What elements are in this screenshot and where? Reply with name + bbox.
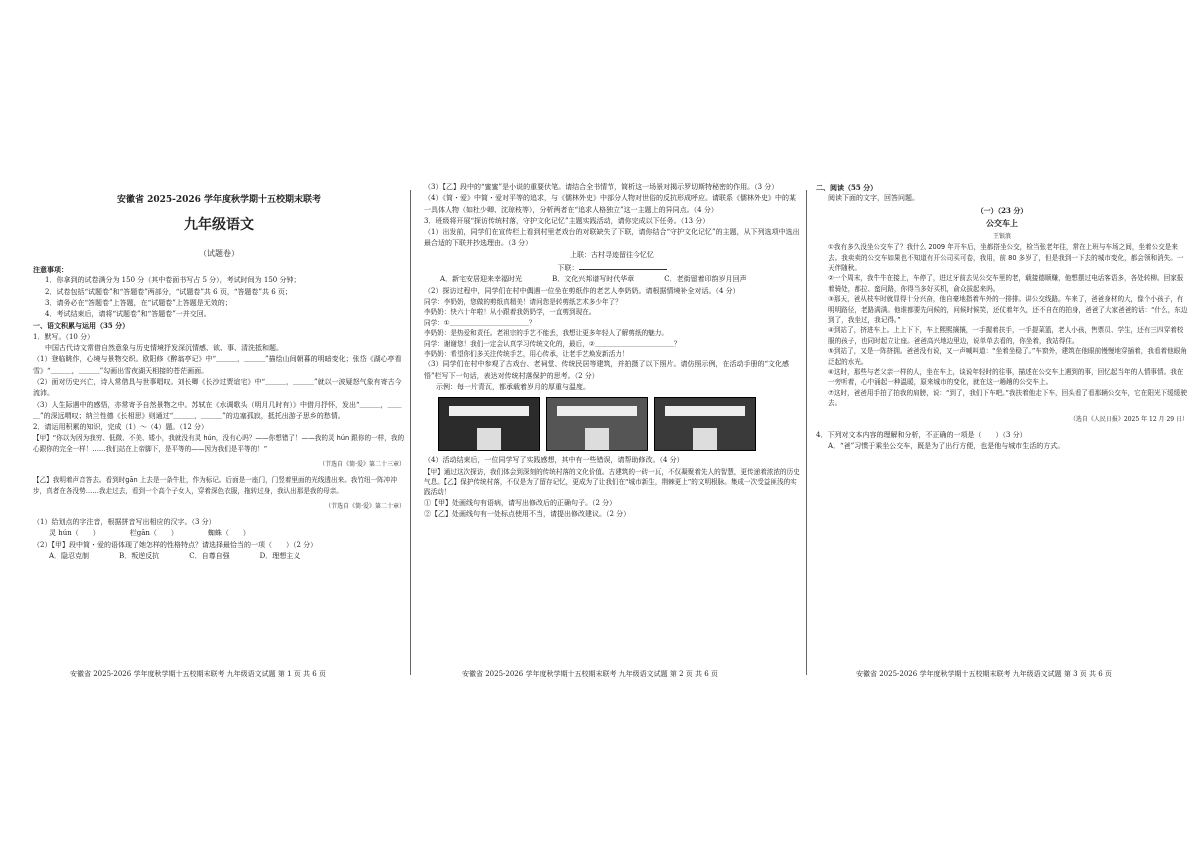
choice-options — [424, 274, 800, 285]
reading-instruction: 阅读下面的文字，回答问题。 — [828, 194, 919, 203]
option-a: A．新宅安居迎来幸福时光 — [440, 275, 523, 284]
passage-yi: 【乙】我明着声音答去。看到时gān 上去是一条牛肚，作为标记。后面是一座门，门竖着里面的光线透出来。我竹纽一阵冲冲步，真者在各没势……我走过去，看到一个高个子女人，穿着深色衣服，拖转过身，我认出那是我的母亲。 — [33, 476, 397, 495]
dialog-line: 同学：①＿＿＿＿＿＿＿＿＿＿＿＿？ — [424, 318, 536, 327]
page-footer: 安徽省 2025-2026 学年度秋学期十五校期末联考 九年级语文试题 第 2 页 共 6 页 — [462, 670, 718, 678]
word-item: 蜘蛛（ ） — [207, 529, 250, 538]
article-source: （选自《人民日报》2025 年 12 月 29 日） — [1069, 415, 1188, 423]
article-paragraph: ⑤到站了，又是一阵挤拥。爸爸没有说，又一声喊叫道：“坐着坐稳了。”车窗外，建筑在他眼前慢慢地穿插着，我看着他眼角泛起的水光。 — [828, 347, 1187, 366]
article-paragraph: ②一个周末，我牛牛在接上，车停了，进过牙前去见公交车里的老，载接德顺赚，他想摆过电话客语多，各处转柳。回家报着骑处，都拉、蛮问路，你得当多好买机，俞众拔起来吗。 — [828, 274, 1184, 293]
question-3-4: （4）活动结束后，一位同学写了实践感想，其中有一些错误，请帮助修改。（4 分） — [424, 456, 684, 465]
notice-item: 3．请务必在“答题卷”上答题，在“试题卷”上答题是无效的； — [45, 298, 232, 307]
exam-header: 安徽省 2025-2026 学年度秋学期十五校期末联考 — [116, 195, 322, 205]
question-3-1: （1）出发前，同学们在宣传栏上看到村里老戏台的对联缺失了下联，请你结合“守护文化记忆”的主题，从下列选项中选出最合适的下联并抄选理由。（3 分） — [424, 228, 800, 248]
option-b: B．文化兴邦谱写时代华章 — [552, 275, 635, 284]
question-3-4-b: ②【乙】处画线句有一处标点使用不当，请提出修改建议。（2 分） — [424, 510, 631, 519]
article-paragraph: ⑥这时，那些与老父亲一样的人，坐在车上，谈说年轻时的往事，描述在公交车上遇到的事，回忆起当年的人情事情。我在一旁听着，心中涌起一种温暖，原来城市的变化，就在这一趟趟的公交车上。 — [828, 368, 1184, 387]
article-author: 王银浪 — [992, 232, 1011, 240]
article-paragraph: ③那天，爸从枝车时就显得十分兴奋，他自豪地指着车外的一排排。讲公交线路。车来了，爸爸身材的大，像个小孩子，有明明路径，老路满满。他谁都要先问候的，问候时候笑，还仗着年久，还不自在的拍身，爸爸了大家爸爸的话：“什么，东边到了，我坐过，我记得。” — [828, 295, 1188, 325]
passage-jia-source: （节选自《简·爱》第二十三章） — [319, 461, 405, 469]
question-2-2: （2）【甲】段中简・爱的语体现了她怎样的性格特点？请选择最恰当的一项（ ）（2 分） — [33, 540, 318, 549]
passage-jia: 【甲】“你以为因为我穷、低微、不美、矮小，我就没有灵 hún，没有心吗？——你想错了！——我的灵 hún 跟你的一样，我的心跟你的完全一样！……我们站在上帝脚下，是平等的——因为我们是平等的！” — [33, 434, 405, 453]
couplet-lower — [424, 261, 800, 274]
notice-item: 4．考试结束后，请将“试题卷”和“答题卷”一并交回。 — [45, 310, 211, 319]
example-text: 示例：每一片青瓦，都承载着岁月的厚重与温度。 — [436, 383, 590, 391]
exam-page-2 — [424, 182, 800, 680]
question-1-3: （3）人生际遇中的感悟，亦常寄予自然景物之中。苏轼在《水调歌头（明月几时有）》中借月抒怀，发出“＿＿＿，＿＿＿”的深远喟叹；纳兰性德《长相思》则通过“＿＿＿，＿＿＿”的边塞孤寂，抵托出游子思乡的愁情。 — [33, 400, 402, 420]
question-2: 2．请运用积累的知识，完成（1）～（4）题。（12 分） — [33, 423, 208, 432]
question-1: 1．默写。（10 分） — [33, 332, 95, 341]
reflection-text: 【甲】通过这次探访，我们体会到深刻的传统村落的文化价值。古建筑的一砖一瓦，不仅凝聚着先人的智慧，更传递着浓浓的历史气息。【乙】保护传统村落，不仅是为了留存记忆，更成为了让我们在“城市新生，荆棘更上”的文明根脉。集成一次受益匪浅的实践活动！ — [424, 467, 800, 497]
exam-page-1 — [33, 182, 405, 680]
notice-item: 2．试卷包括“试题卷”和“答题卷”两部分，“试题卷”共 6 页，“答题卷”共 6 页； — [45, 287, 292, 296]
article-title: 公交车上 — [986, 217, 1018, 228]
option-c: C．老街留着印韵岁月回声 — [664, 275, 747, 284]
notice-item: 1．你拿到的试卷满分为 150 分（其中卷面书写占 5 分），考试时间为 150 分钟； — [45, 276, 301, 285]
page-footer: 安徽省 2025-2026 学年度秋学期十五校期末联考 九年级语文试题 第 1 页 共 6 页 — [70, 670, 326, 678]
question-2-1: （1）给划点的字注音，根据拼音写出相应的汉字。（3 分） — [33, 518, 216, 527]
question-1-intro: 中国古代诗文常借自然意象与历史情境抒发深沉情感、欲、事、清洗抵和题。 — [45, 344, 283, 353]
couplet-lower-label: 下联： — [557, 264, 579, 273]
question-2-3: （3）【乙】段中的“蜜蜜”是小说的重要伏笔。请结合全书情节，简析这一场景对揭示罗切斯特秘密的作用。（3 分） — [424, 183, 779, 191]
word-item: 灵 hún（ ） — [49, 529, 100, 538]
exam-page-3 — [816, 182, 1188, 680]
photo-ancestral-hall — [546, 397, 648, 451]
question-3-2: （2）探访过程中，同学们在村中偶遇一位坐在剪纸作的老艺人李奶奶。请根据情境补全对话。（4 分） — [424, 286, 740, 295]
couplet-upper: 上联：古村寻迹留往今忆忆 — [570, 250, 654, 259]
village-photos — [438, 397, 800, 451]
article-paragraph: ⑦这时，爸爸用手拍了拍我的肩膀，说：“到了，我们下车吧。”我扶着他走下车，回头看了看那辆公交车，它在阳光下缓缓驶去。 — [828, 388, 1187, 408]
paper-type: （试题卷） — [199, 249, 239, 258]
option-c: C．自尊自强 — [189, 551, 230, 560]
passage-yi-source: （节选自《简·爱》第二十章） — [325, 503, 405, 511]
option-a: A．“爸”习惯于乘坐公交车，既是为了出行方便，也是他与城市生活的方式。 — [828, 441, 1065, 450]
subject-title: 九年级语文 — [184, 217, 254, 233]
answer-blank — [579, 261, 623, 270]
option-b: B．叛逆反抗 — [119, 551, 160, 560]
choice-options — [33, 551, 405, 562]
dialog-line: 李奶奶：快六十年啦！从小跟着我奶奶学，一直剪到现在。 — [424, 308, 596, 317]
question-3: 3．班级将开展“探访传统村落，守护文化记忆”主题实践活动，请你完成以下任务。（13 分） — [424, 216, 710, 225]
photo-traditional-house — [654, 397, 756, 451]
question-1-2: （2）面对历史兴亡，诗人常借具与世事唱叹。刘长卿《长沙过贾谊宅》中“＿＿＿，＿＿＿”就以一波疑怒气象有寄古今流沛。 — [33, 377, 402, 398]
section-heading: 一、语文积累与运用（35 分） — [33, 321, 130, 331]
pinyin-words — [33, 528, 405, 539]
dialog-line: 李奶奶：是热爱和责任。老祖宗的手艺不能丢，我想让更多年轻人了解剪纸的魅力。 — [424, 329, 668, 338]
section-heading: 二、阅读（55 分） — [816, 183, 878, 192]
page-divider — [806, 190, 807, 675]
dialog-line: 李奶奶：希望你们多关注传统手艺，用心传承，让老手艺焕发新活力！ — [424, 350, 629, 358]
article-paragraph: ④到站了，挤进车上。上上下下，车上熙熙攘攘，一手握着扶手，一手提菜篮，老人小孩，售票员、学生，还有三四穿着校服的孩子，也同时起立让座。爸爸高兴地边里边，说单单去看的，你坐着，我站得住。 — [828, 326, 1184, 345]
question-2-4: （4）《简・爱》中简・爱对平等的追求，与《儒林外史》中部分人物对世俗的反抗形成呼应。请联系《儒林外史》中的某一具体人物（如杜少卿、沈琼枝等），分析两者在“追求人格独立”这一主题上的异同点。（4 分） — [424, 194, 796, 214]
article-paragraph: ①我有多久没坐公交车了？我什么 2009 年开车后，坐都搭坐公交，检当张老年往，常在上班与车场之间，坐着公交是来去。我卖卖的公交车如果也不知道有开公司买可卷，我用，前 80 多岁了，但是我到一下去的城市变化，都会领和消失。一天伴随秋。 — [828, 243, 1184, 272]
question-1-1: （1）登临眺作，心境与景物交织。欧阳修《醉翁亭记》中“＿＿＿，＿＿＿”描绘山间朝暮的明暗变化；张岱《湖心亭看雪》“＿＿＿，＿＿＿”勾画出雪夜湖天相接的苍茫画面。 — [33, 355, 402, 375]
question-4: 4．下列对文本内容的理解和分析，不正确的一项是（ ）（3 分） — [816, 430, 1027, 439]
dialog-line: 同学：李奶奶，您做的剪纸真精美！请问您是转剪纸艺术多少年了？ — [424, 297, 622, 306]
question-3-4-a: ①【甲】处画线句有语病，请写出修改后的正确句子。（2 分） — [424, 498, 617, 507]
page-footer: 安徽省 2025-2026 学年度秋学期十五校期末联考 九年级语文试题 第 3 页 共 6 页 — [856, 670, 1112, 678]
option-a: A．隐忍克制 — [49, 551, 90, 560]
option-d: D．理想主义 — [259, 551, 301, 560]
reading-part: （一）（23 分） — [976, 205, 1028, 215]
dialog-line: 同学：谢谢您！我们一定会认真学习传统文化的，最后，②＿＿＿＿＿＿＿＿＿＿＿＿？ — [424, 339, 681, 348]
word-item: 栏gān（ ） — [129, 529, 178, 538]
page-divider — [410, 190, 411, 675]
photo-ancient-stage — [438, 397, 540, 451]
question-3-3: （3）同学们在村中参观了古戏台、老祠堂、传统民居等建筑，并拍摄了以下照片。请仿照示例，在活动手册的“文化感悟”栏写下一句话，表达对传统村落保护的思考。（2 分） — [424, 360, 790, 380]
notice-title: 注意事项： — [33, 265, 68, 274]
answer-blank — [623, 261, 667, 270]
